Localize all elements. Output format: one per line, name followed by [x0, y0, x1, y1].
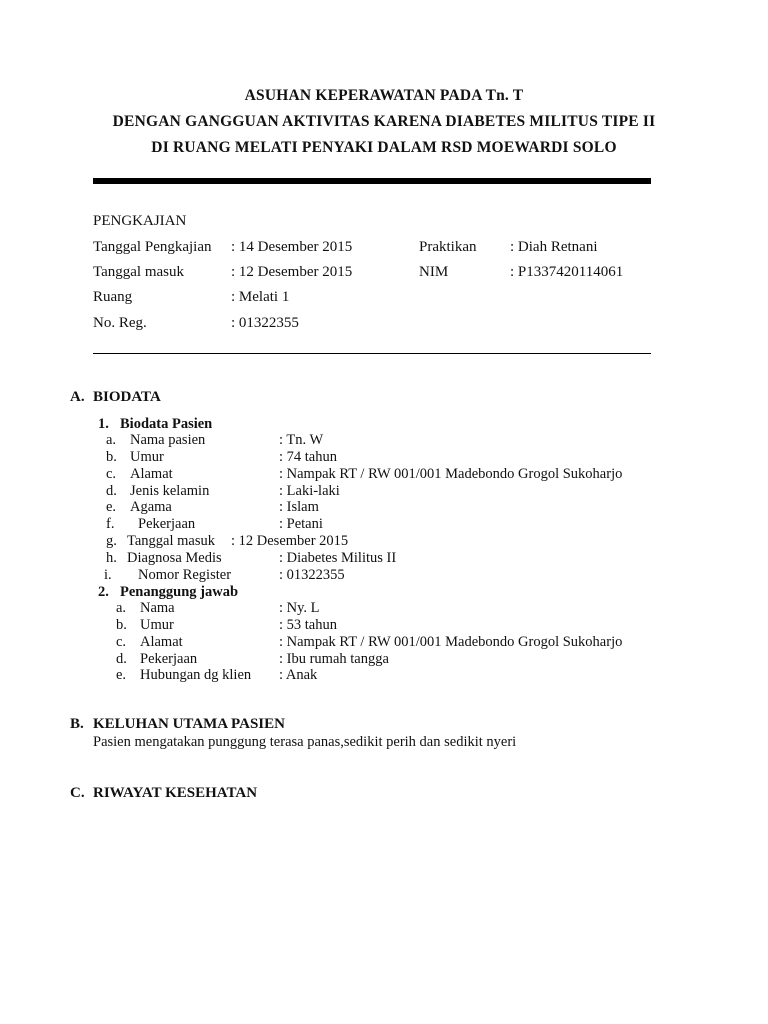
item-letter: d.: [106, 483, 117, 499]
pengkajian-label: Ruang: [93, 289, 133, 305]
item-value: : 74 tahun: [279, 449, 337, 465]
item-letter: g.: [106, 533, 117, 549]
item-letter: b.: [106, 449, 117, 465]
item-value: : Ibu rumah tangga: [279, 651, 389, 667]
item-letter: h.: [106, 550, 117, 566]
item-label: Umur: [130, 449, 164, 465]
pengkajian-divider: [93, 353, 651, 354]
subsection-1-title: Biodata Pasien: [120, 416, 213, 432]
pengkajian-label: NIM: [419, 264, 449, 280]
item-letter: a.: [116, 600, 127, 616]
subsection-1-marker: 1.: [98, 416, 109, 432]
document-title-line-3: DI RUANG MELATI PENYAKI DALAM RSD MOEWARDI SOLO: [151, 139, 617, 156]
item-label: Alamat: [130, 466, 173, 482]
section-b-text: Pasien mengatakan punggung terasa panas,sedikit perih dan sedikit nyeri: [93, 734, 517, 750]
pengkajian-value: : 14 Desember 2015: [231, 239, 353, 255]
section-a-title: BIODATA: [93, 389, 161, 405]
pengkajian-label: Tanggal Pengkajian: [93, 239, 212, 255]
item-letter: e.: [116, 667, 127, 683]
item-value: : Ny. L: [279, 600, 320, 616]
item-value: : 53 tahun: [279, 617, 337, 633]
item-label: Nomor Register: [138, 567, 232, 583]
pengkajian-value: : Diah Retnani: [510, 239, 598, 255]
subsection-2-marker: 2.: [98, 584, 109, 600]
section-b-title: KELUHAN UTAMA PASIEN: [93, 716, 285, 732]
item-letter: d.: [116, 651, 127, 667]
item-value: : Anak: [279, 667, 318, 683]
document-title-line-1: ASUHAN KEPERAWATAN PADA Tn. T: [244, 87, 524, 104]
pengkajian-heading: PENGKAJIAN: [93, 213, 187, 229]
item-label: Nama: [140, 600, 175, 616]
section-b-marker: B.: [70, 716, 84, 732]
pengkajian-label: No. Reg.: [93, 315, 147, 331]
pengkajian-value: : 12 Desember 2015: [231, 264, 353, 280]
pengkajian-label: Praktikan: [419, 239, 477, 255]
item-letter: e.: [106, 499, 117, 515]
item-value: : Laki-laki: [279, 483, 340, 499]
subsection-2-title: Penanggung jawab: [120, 584, 239, 600]
item-value: : Islam: [279, 499, 319, 515]
section-a-marker: A.: [70, 389, 85, 405]
item-letter: c.: [106, 466, 117, 482]
pengkajian-label: Tanggal masuk: [93, 264, 185, 280]
section-c-marker: C.: [70, 785, 85, 801]
item-label: Nama pasien: [130, 432, 206, 448]
item-label: Diagnosa Medis: [127, 550, 222, 566]
item-value: : Petani: [279, 516, 323, 532]
section-c-title: RIWAYAT KESEHATAN: [93, 785, 258, 801]
item-value: : Tn. W: [279, 432, 324, 448]
item-label: Jenis kelamin: [130, 483, 210, 499]
pengkajian-value: : P1337420114061: [510, 264, 624, 280]
item-label: Tanggal masuk: [127, 533, 215, 549]
item-label: Hubungan dg klien: [140, 667, 252, 683]
item-value: : Diabetes Militus II: [279, 550, 397, 566]
item-label: Agama: [130, 499, 172, 515]
item-value: : 12 Desember 2015: [231, 533, 349, 549]
item-letter: f.: [106, 516, 115, 532]
item-label: Pekerjaan: [138, 516, 196, 532]
pengkajian-value: : Melati 1: [231, 289, 290, 305]
item-letter: a.: [106, 432, 117, 448]
item-letter: i.: [104, 567, 112, 583]
header-divider: [93, 178, 651, 184]
item-letter: c.: [116, 634, 127, 650]
item-letter: b.: [116, 617, 127, 633]
pengkajian-value: : 01322355: [231, 315, 299, 331]
item-label: Umur: [140, 617, 174, 633]
item-label: Alamat: [140, 634, 183, 650]
document-title-line-2: DENGAN GANGGUAN AKTIVITAS KARENA DIABETES MILITUS TIPE II: [112, 113, 656, 130]
item-value: : Nampak RT / RW 001/001 Madebondo Grogol Sukoharjo: [279, 634, 623, 650]
item-value: : 01322355: [279, 567, 345, 583]
item-label: Pekerjaan: [140, 651, 198, 667]
item-value: : Nampak RT / RW 001/001 Madebondo Grogol Sukoharjo: [279, 466, 623, 482]
